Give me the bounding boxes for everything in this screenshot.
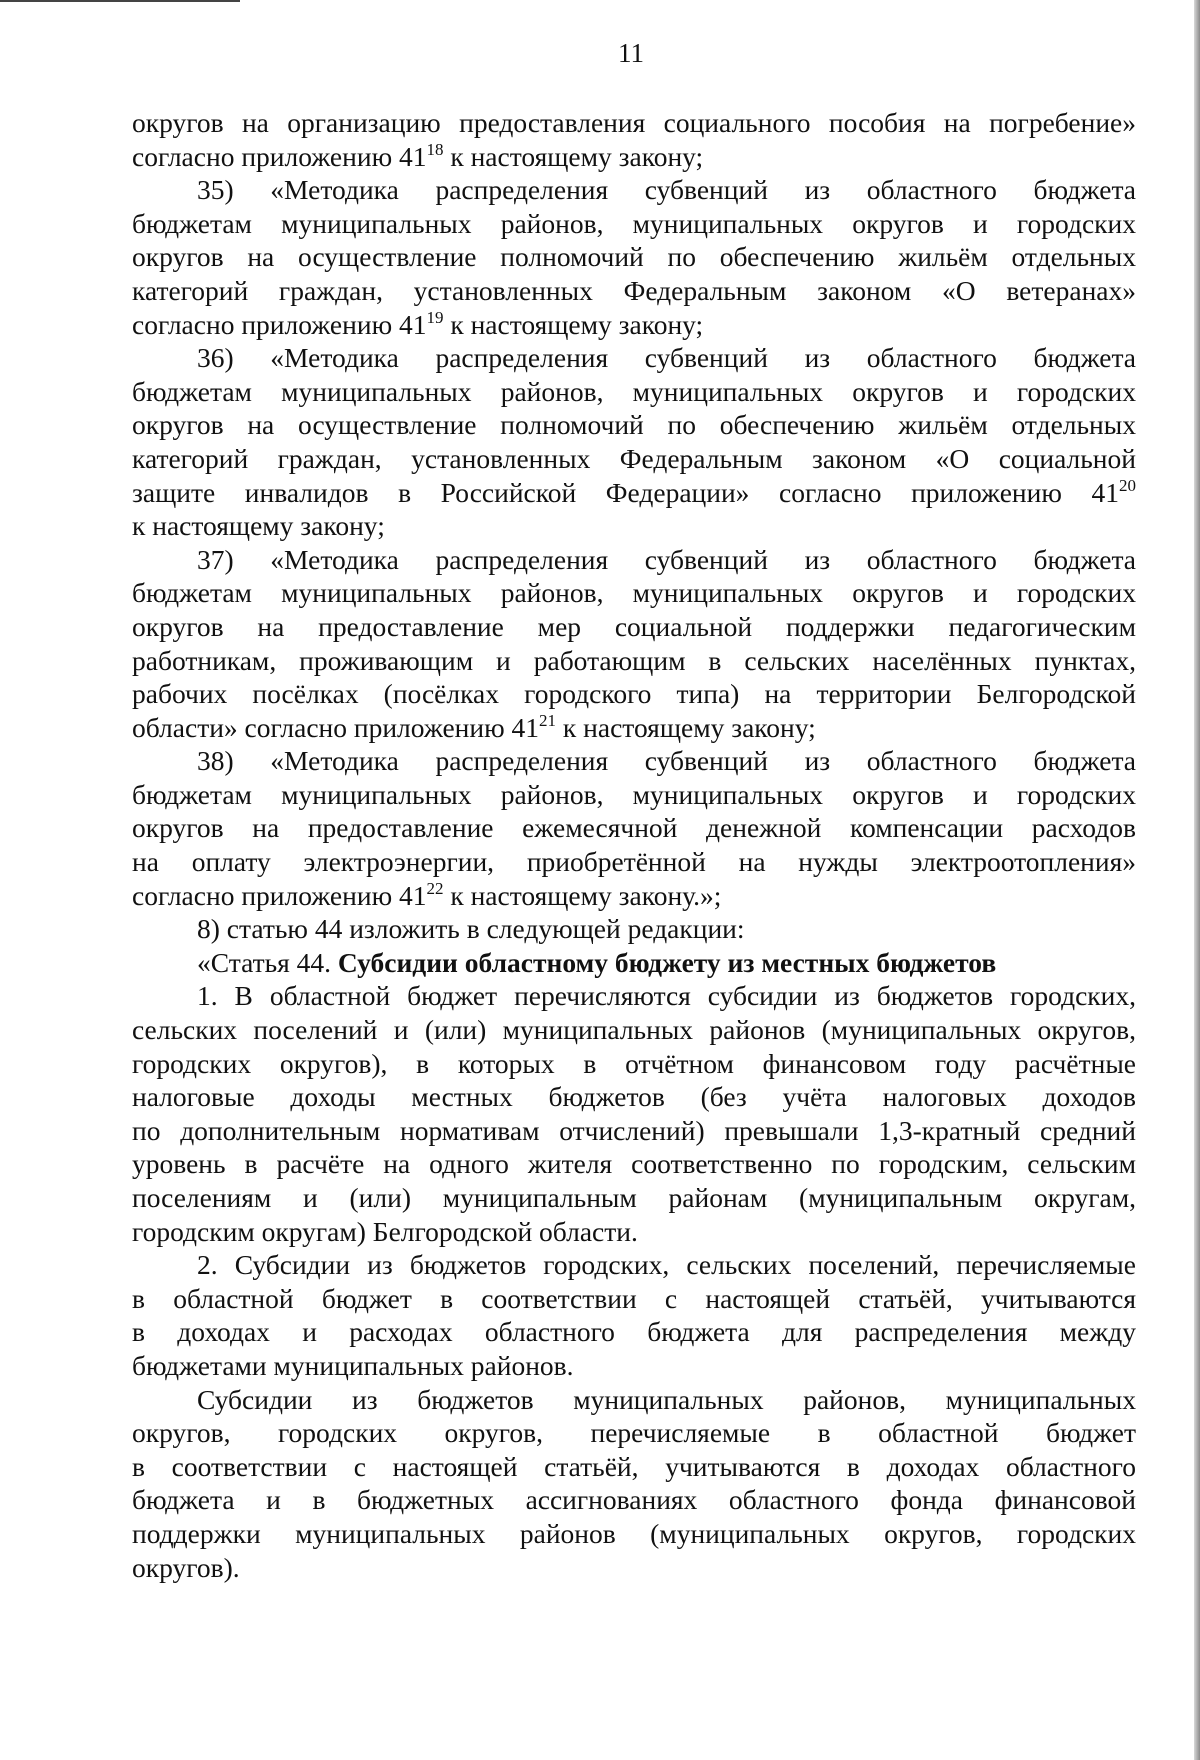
- text-line: [132, 1315, 1136, 1349]
- text-line: [132, 240, 1136, 274]
- text-line: [132, 778, 1136, 812]
- text-line-tail: к настоящему закону;: [443, 140, 704, 172]
- text-line-content: рабочих посёлках (посёлках городского типа) на территории Белгородской: [132, 678, 1136, 710]
- text-line: [132, 442, 1136, 476]
- text-line-content: бюджета и в бюджетных ассигнованиях областного фонда финансовой: [132, 1484, 1136, 1516]
- text-line: [132, 644, 1136, 678]
- text-line-content: работникам, проживающим и работающим в сельских населённых пунктах,: [132, 644, 1136, 676]
- text-line-tail: к настоящему закону;: [556, 711, 816, 743]
- text-line-content: Субсидии из бюджетов муниципальных районов, муниципальных: [197, 1383, 1136, 1415]
- text-line: [132, 140, 1136, 174]
- appendix-superscript: 19: [426, 307, 444, 327]
- text-line-content: округов на осуществление полномочий по обеспечению жильём отдельных: [132, 409, 1136, 441]
- text-line: [132, 912, 1136, 946]
- text-line-content: на оплату электроэнергии, приобретённой на нужды электроотопления»: [132, 846, 1136, 878]
- text-line: [132, 308, 1136, 342]
- text-line-content: округов на предоставление ежемесячной денежной компенсации расходов: [132, 812, 1136, 844]
- text-line: [132, 711, 1136, 745]
- text-line-content: налоговые доходы местных бюджетов (без учёта налоговых доходов: [132, 1081, 1136, 1113]
- text-line-content: бюджетам муниципальных районов, муниципальных округов и городских: [132, 577, 1136, 609]
- text-line: [132, 1114, 1136, 1148]
- text-line-content: согласно приложению 41: [132, 140, 427, 172]
- text-line-content: 38) «Методика распределения субвенций из областного бюджета: [197, 745, 1136, 777]
- text-line: [132, 207, 1136, 241]
- text-line: [132, 1147, 1136, 1181]
- text-line: [132, 1248, 1136, 1282]
- text-line-content: 8) статью 44 изложить в следующей редакции:: [197, 913, 745, 945]
- text-line-content: в доходах и расходах областного бюджета для распределения между: [132, 1316, 1136, 1348]
- text-line: [132, 811, 1136, 845]
- text-line-content: 36) «Методика распределения субвенций из областного бюджета: [197, 342, 1136, 374]
- document-body: [132, 106, 1136, 1584]
- text-line-tail: к настоящему закону;: [443, 308, 704, 340]
- text-line: [132, 106, 1136, 140]
- appendix-superscript: 18: [426, 139, 444, 159]
- text-line: [132, 274, 1136, 308]
- text-line: [132, 1349, 1136, 1383]
- text-line: [132, 1551, 1136, 1585]
- text-line-content: бюджетам муниципальных районов, муниципальных округов и городских: [132, 778, 1136, 810]
- text-line-content: уровень в расчёте на одного жителя соответственно по городским, сельским: [132, 1148, 1136, 1180]
- text-line: [132, 1215, 1136, 1249]
- text-line: [132, 744, 1136, 778]
- text-line-content: в областной бюджет в соответствии с настоящей статьёй, учитываются: [132, 1282, 1136, 1314]
- text-line-content: поддержки муниципальных районов (муниципальных округов, городских: [132, 1517, 1136, 1549]
- text-line: [132, 1450, 1136, 1484]
- text-line: [132, 341, 1136, 375]
- text-line-content: округов).: [132, 1551, 240, 1583]
- text-line-content: по дополнительным нормативам отчислений) превышали 1,3-кратный средний: [132, 1114, 1136, 1146]
- text-line-content: 37) «Методика распределения субвенций из областного бюджета: [197, 543, 1136, 575]
- text-line-content: категорий граждан, установленных Федеральным законом «О ветеранах»: [132, 274, 1136, 306]
- text-line-content: поселениям и (или) муниципальным районам (муниципальным округам,: [132, 1182, 1136, 1213]
- text-line: [132, 879, 1136, 913]
- text-line-content: защите инвалидов в Российской Федерации» согласно приложению 41: [132, 476, 1119, 508]
- text-line: [132, 946, 1136, 980]
- text-line: [132, 173, 1136, 207]
- text-line: [132, 1416, 1136, 1450]
- text-line-content: городским округам) Белгородской области.: [132, 1215, 638, 1247]
- appendix-superscript: 22: [426, 878, 444, 898]
- text-line: [132, 845, 1136, 879]
- text-line-content: к настоящему закону;: [132, 510, 385, 542]
- text-line-content: округов, городских округов, перечисляемые в областной бюджет: [132, 1417, 1136, 1449]
- text-line-content: бюджетами муниципальных районов.: [132, 1349, 574, 1381]
- text-line: [132, 375, 1136, 409]
- text-line: [132, 1181, 1136, 1215]
- text-line: [132, 1013, 1136, 1047]
- text-line-content: городских округов), в которых в отчётном финансовом году расчётные: [132, 1047, 1136, 1079]
- appendix-superscript: 21: [539, 710, 557, 730]
- text-line-content: категорий граждан, установленных Федеральным законом «О социальной: [132, 442, 1136, 474]
- text-line-content: бюджетам муниципальных районов, муниципальных округов и городских: [132, 375, 1136, 407]
- text-line: [132, 677, 1136, 711]
- text-line-content: 2. Субсидии из бюджетов городских, сельских поселений, перечисляемые: [197, 1249, 1136, 1281]
- page-number: 11: [618, 38, 644, 68]
- text-line-content: области» согласно приложению 41: [132, 711, 540, 743]
- text-line-content: согласно приложению 41: [132, 308, 427, 340]
- text-line-content: округов на осуществление полномочий по обеспечению жильём отдельных: [132, 241, 1136, 273]
- text-line-content: сельских поселений и (или) муниципальных районов (муниципальных округов,: [132, 1014, 1136, 1046]
- text-line-content: 1. В областной бюджет перечисляются субсидии из бюджетов городских,: [197, 980, 1136, 1012]
- text-line-tail: к настоящему закону.»;: [443, 879, 722, 911]
- text-line-content: в соответствии с настоящей статьёй, учитываются в доходах областного: [132, 1450, 1136, 1482]
- text-line-content: округов на организацию предоставления социального пособия на погребение»: [132, 107, 1136, 138]
- scan-artifact-edge: [1194, 0, 1200, 1760]
- text-line: [132, 1383, 1136, 1417]
- text-line: [132, 1282, 1136, 1316]
- text-line: [132, 979, 1136, 1013]
- article-heading: Субсидии областному бюджету из местных бюджетов: [337, 946, 997, 978]
- text-line: [132, 1047, 1136, 1081]
- text-line-content: округов на предоставление мер социальной поддержки педагогическим: [132, 610, 1136, 642]
- text-line: [132, 1483, 1136, 1517]
- text-line: [132, 476, 1136, 510]
- text-line: [132, 610, 1136, 644]
- appendix-superscript: 20: [1119, 475, 1136, 495]
- text-line-content: бюджетам муниципальных районов, муниципальных округов и городских: [132, 207, 1136, 239]
- text-line: [132, 1080, 1136, 1114]
- text-line: [132, 543, 1136, 577]
- text-line: [132, 408, 1136, 442]
- text-line: [132, 1517, 1136, 1551]
- text-line-content: согласно приложению 41: [132, 879, 427, 911]
- text-line: [132, 509, 1136, 543]
- scan-artifact-top: [0, 0, 240, 2]
- text-line-content: «Статья 44.: [197, 946, 338, 978]
- text-line: [132, 576, 1136, 610]
- text-line-content: 35) «Методика распределения субвенций из областного бюджета: [197, 174, 1136, 206]
